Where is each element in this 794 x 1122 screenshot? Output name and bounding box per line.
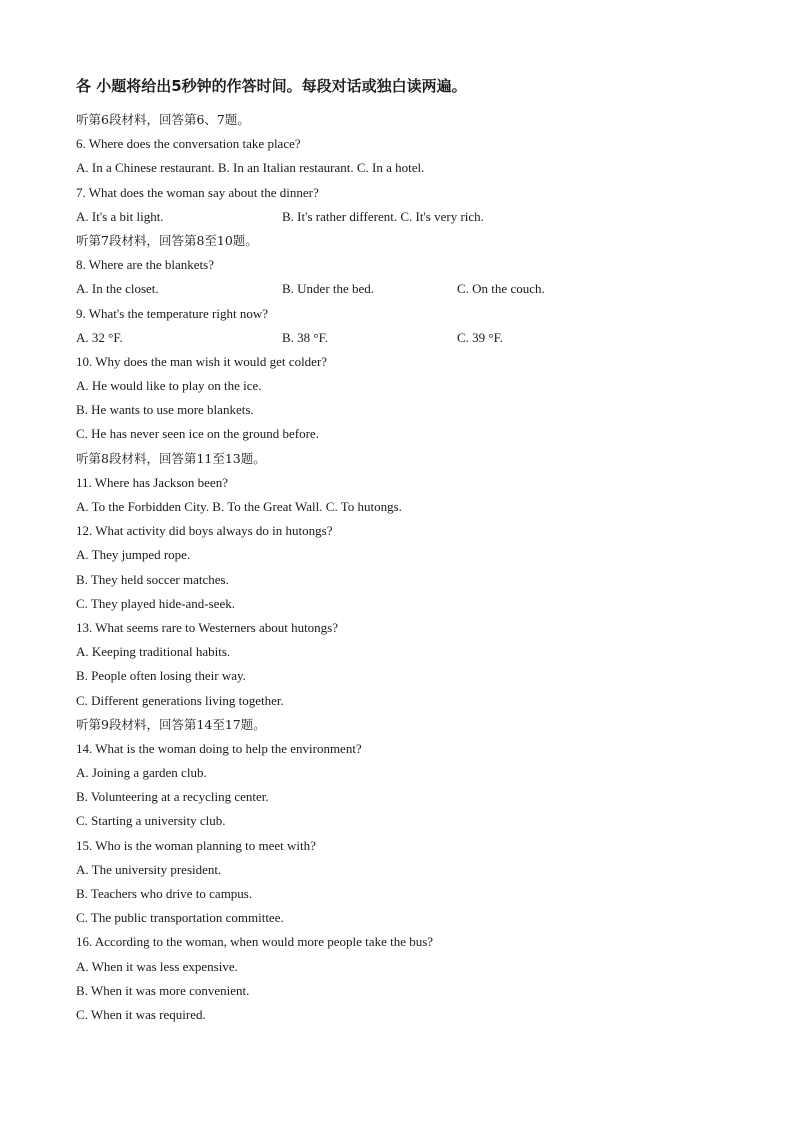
instructions-header: 各 小题将给出5秒钟的作答时间。每段对话或独白读两遍。 (76, 77, 467, 95)
question-10: 10. Why does the man wish it would get colder? (76, 353, 328, 369)
question-16-option-b: B. When it was more convenient. (76, 982, 250, 998)
section-heading-7: 听第7段材料，回答第8至10题。 (76, 232, 258, 248)
question-13-option-b: B. People often losing their way. (76, 668, 246, 684)
question-13: 13. What seems rare to Westerners about hutongs? (76, 619, 339, 635)
option-c: C. On the couch. (457, 281, 545, 297)
question-7: 7. What does the woman say about the dinner? (76, 184, 319, 200)
question-6-options: A. In a Chinese restaurant. B. In an Italian restaurant. C. In a hotel. (76, 160, 425, 176)
question-12-option-a: A. They jumped rope. (76, 547, 191, 563)
option-a: A. 32 °F. (76, 329, 123, 345)
question-12-option-b: B. They held soccer matches. (76, 571, 229, 587)
question-14-option-c: C. Starting a university club. (76, 813, 226, 829)
question-14: 14. What is the woman doing to help the environment? (76, 740, 362, 756)
question-16: 16. According to the woman, when would more people take the bus? (76, 934, 434, 950)
option-a: A. In the closet. (76, 281, 159, 297)
question-7-options (76, 205, 756, 229)
option-b: B. 38 °F. (282, 329, 329, 345)
question-11-options: A. To the Forbidden City. B. To the Great Wall. C. To hutongs. (76, 499, 402, 514)
question-11: 11. Where has Jackson been? (76, 474, 228, 490)
question-6: 6. Where does the conversation take place? (76, 136, 301, 152)
question-14-option-b: B. Volunteering at a recycling center. (76, 789, 269, 805)
section-heading-8: 听第8段材料，回答第11至13题。 (76, 450, 266, 466)
question-15-option-a: A. The university president. (76, 861, 222, 877)
option-c: C. 39 °F. (457, 329, 504, 345)
question-13-option-c: C. Different generations living together. (76, 692, 284, 708)
question-10-option-c: C. He has never seen ice on the ground before. (76, 426, 319, 442)
section-heading-6: 听第6段材料，回答第6、7题。 (76, 112, 250, 127)
section-heading-9: 听第9段材料，回答第14至17题。 (76, 716, 266, 732)
question-10-option-b: B. He wants to use more blankets. (76, 402, 254, 418)
option-b: B. Under the bed. (282, 281, 375, 297)
question-15: 15. Who is the woman planning to meet with? (76, 837, 316, 853)
question-16-option-c: C. When it was required. (76, 1006, 206, 1022)
question-14-option-a: A. Joining a garden club. (76, 765, 207, 781)
question-12: 12. What activity did boys always do in hutongs? (76, 523, 333, 539)
option-bc: B. It's rather different. C. It's very rich. (282, 208, 484, 224)
question-16-option-a: A. When it was less expensive. (76, 958, 238, 974)
question-15-option-b: B. Teachers who drive to campus. (76, 886, 253, 901)
question-8-options (76, 277, 756, 301)
question-list (76, 108, 756, 1027)
question-9: 9. What's the temperature right now? (76, 305, 268, 321)
question-10-option-a: A. He would like to play on the ice. (76, 378, 262, 394)
question-8: 8. Where are the blankets? (76, 257, 214, 273)
question-9-options (76, 326, 756, 350)
question-15-option-c: C. The public transportation committee. (76, 910, 284, 926)
option-a: A. It's a bit light. (76, 208, 164, 224)
question-13-option-a: A. Keeping traditional habits. (76, 644, 231, 660)
question-12-option-c: C. They played hide-and-seek. (76, 595, 235, 611)
